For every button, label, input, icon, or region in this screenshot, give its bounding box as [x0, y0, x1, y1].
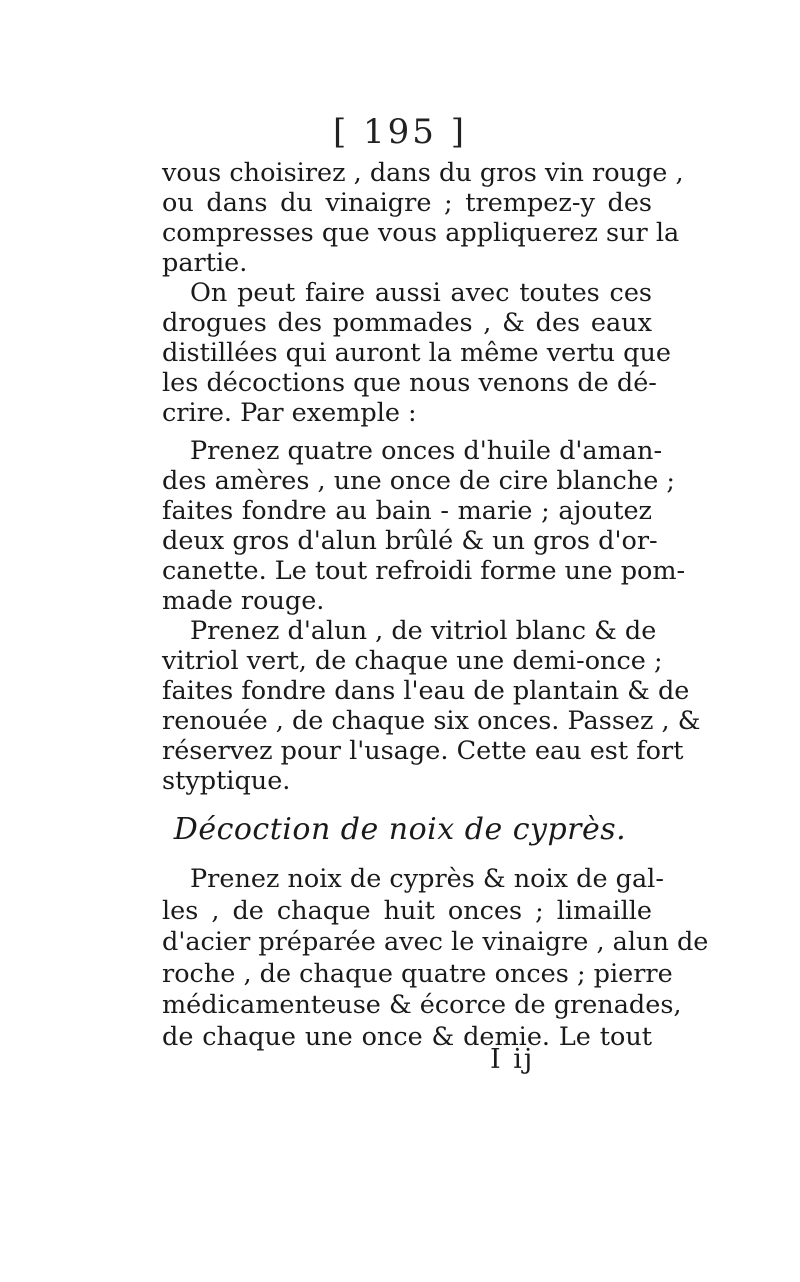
text-line: les décoctions que nous venons de dé- — [162, 368, 657, 398]
text-line: faites fondre au bain - marie ; ajoutez — [162, 496, 652, 526]
text-line: deux gros d'alun brûlé & un gros d'or- — [162, 526, 658, 556]
text-line: vous choisirez , dans du gros vin rouge , — [162, 158, 684, 188]
text-line: vitriol vert, de chaque une demi-once ; — [162, 646, 663, 676]
paragraph-recipe-eau — [162, 616, 701, 796]
text-line: styptique. — [162, 766, 291, 796]
paragraph-continuation — [162, 158, 684, 278]
paragraph-pommades — [162, 278, 672, 428]
text-line: de chaque une once & demie. Le tout — [162, 1021, 652, 1052]
text-line: partie. — [162, 248, 248, 278]
text-line: faites fondre dans l'eau de plantain & de — [162, 676, 690, 706]
text-line: roche , de chaque quatre onces ; pierre — [162, 958, 673, 989]
text-line: renouée , de chaque six onces. Passez , & — [162, 706, 701, 736]
paragraph-decoction — [162, 864, 709, 1053]
text-line: canette. Le tout refroidi forme une pom- — [162, 556, 686, 586]
section-heading: Décoction de noix de cyprès. — [173, 812, 627, 847]
text-line: d'acier préparée avec le vinaigre , alun de — [162, 927, 709, 957]
text-line: crire. Par exemple : — [162, 398, 417, 428]
text-line: Prenez d'alun , de vitriol blanc & de — [190, 616, 657, 646]
text-line: Prenez noix de cyprès & noix de gal- — [190, 864, 664, 894]
text-line: ou dans du vinaigre ; trempez-y des — [162, 188, 652, 218]
signature-mark: I ij — [490, 1044, 535, 1075]
page-number: [ 195 ] — [332, 112, 468, 152]
paragraph-recipe-pommade — [162, 436, 686, 616]
text-line: des amères , une once de cire blanche ; — [162, 466, 676, 496]
text-line: médicamenteuse & écorce de grenades, — [162, 990, 682, 1020]
text-line: distillées qui auront la même vertu que — [162, 338, 672, 368]
text-line: réservez pour l'usage. Cette eau est fort — [162, 736, 684, 766]
text-line: Prenez quatre onces d'huile d'aman- — [190, 436, 663, 466]
text-line: drogues des pommades , & des eaux — [162, 308, 652, 338]
text-line: compresses que vous appliquerez sur la — [162, 218, 680, 248]
text-line: made rouge. — [162, 586, 325, 616]
text-line: On peut faire aussi avec toutes ces — [190, 278, 652, 308]
text-line: les , de chaque huit onces ; limaille — [162, 895, 652, 926]
